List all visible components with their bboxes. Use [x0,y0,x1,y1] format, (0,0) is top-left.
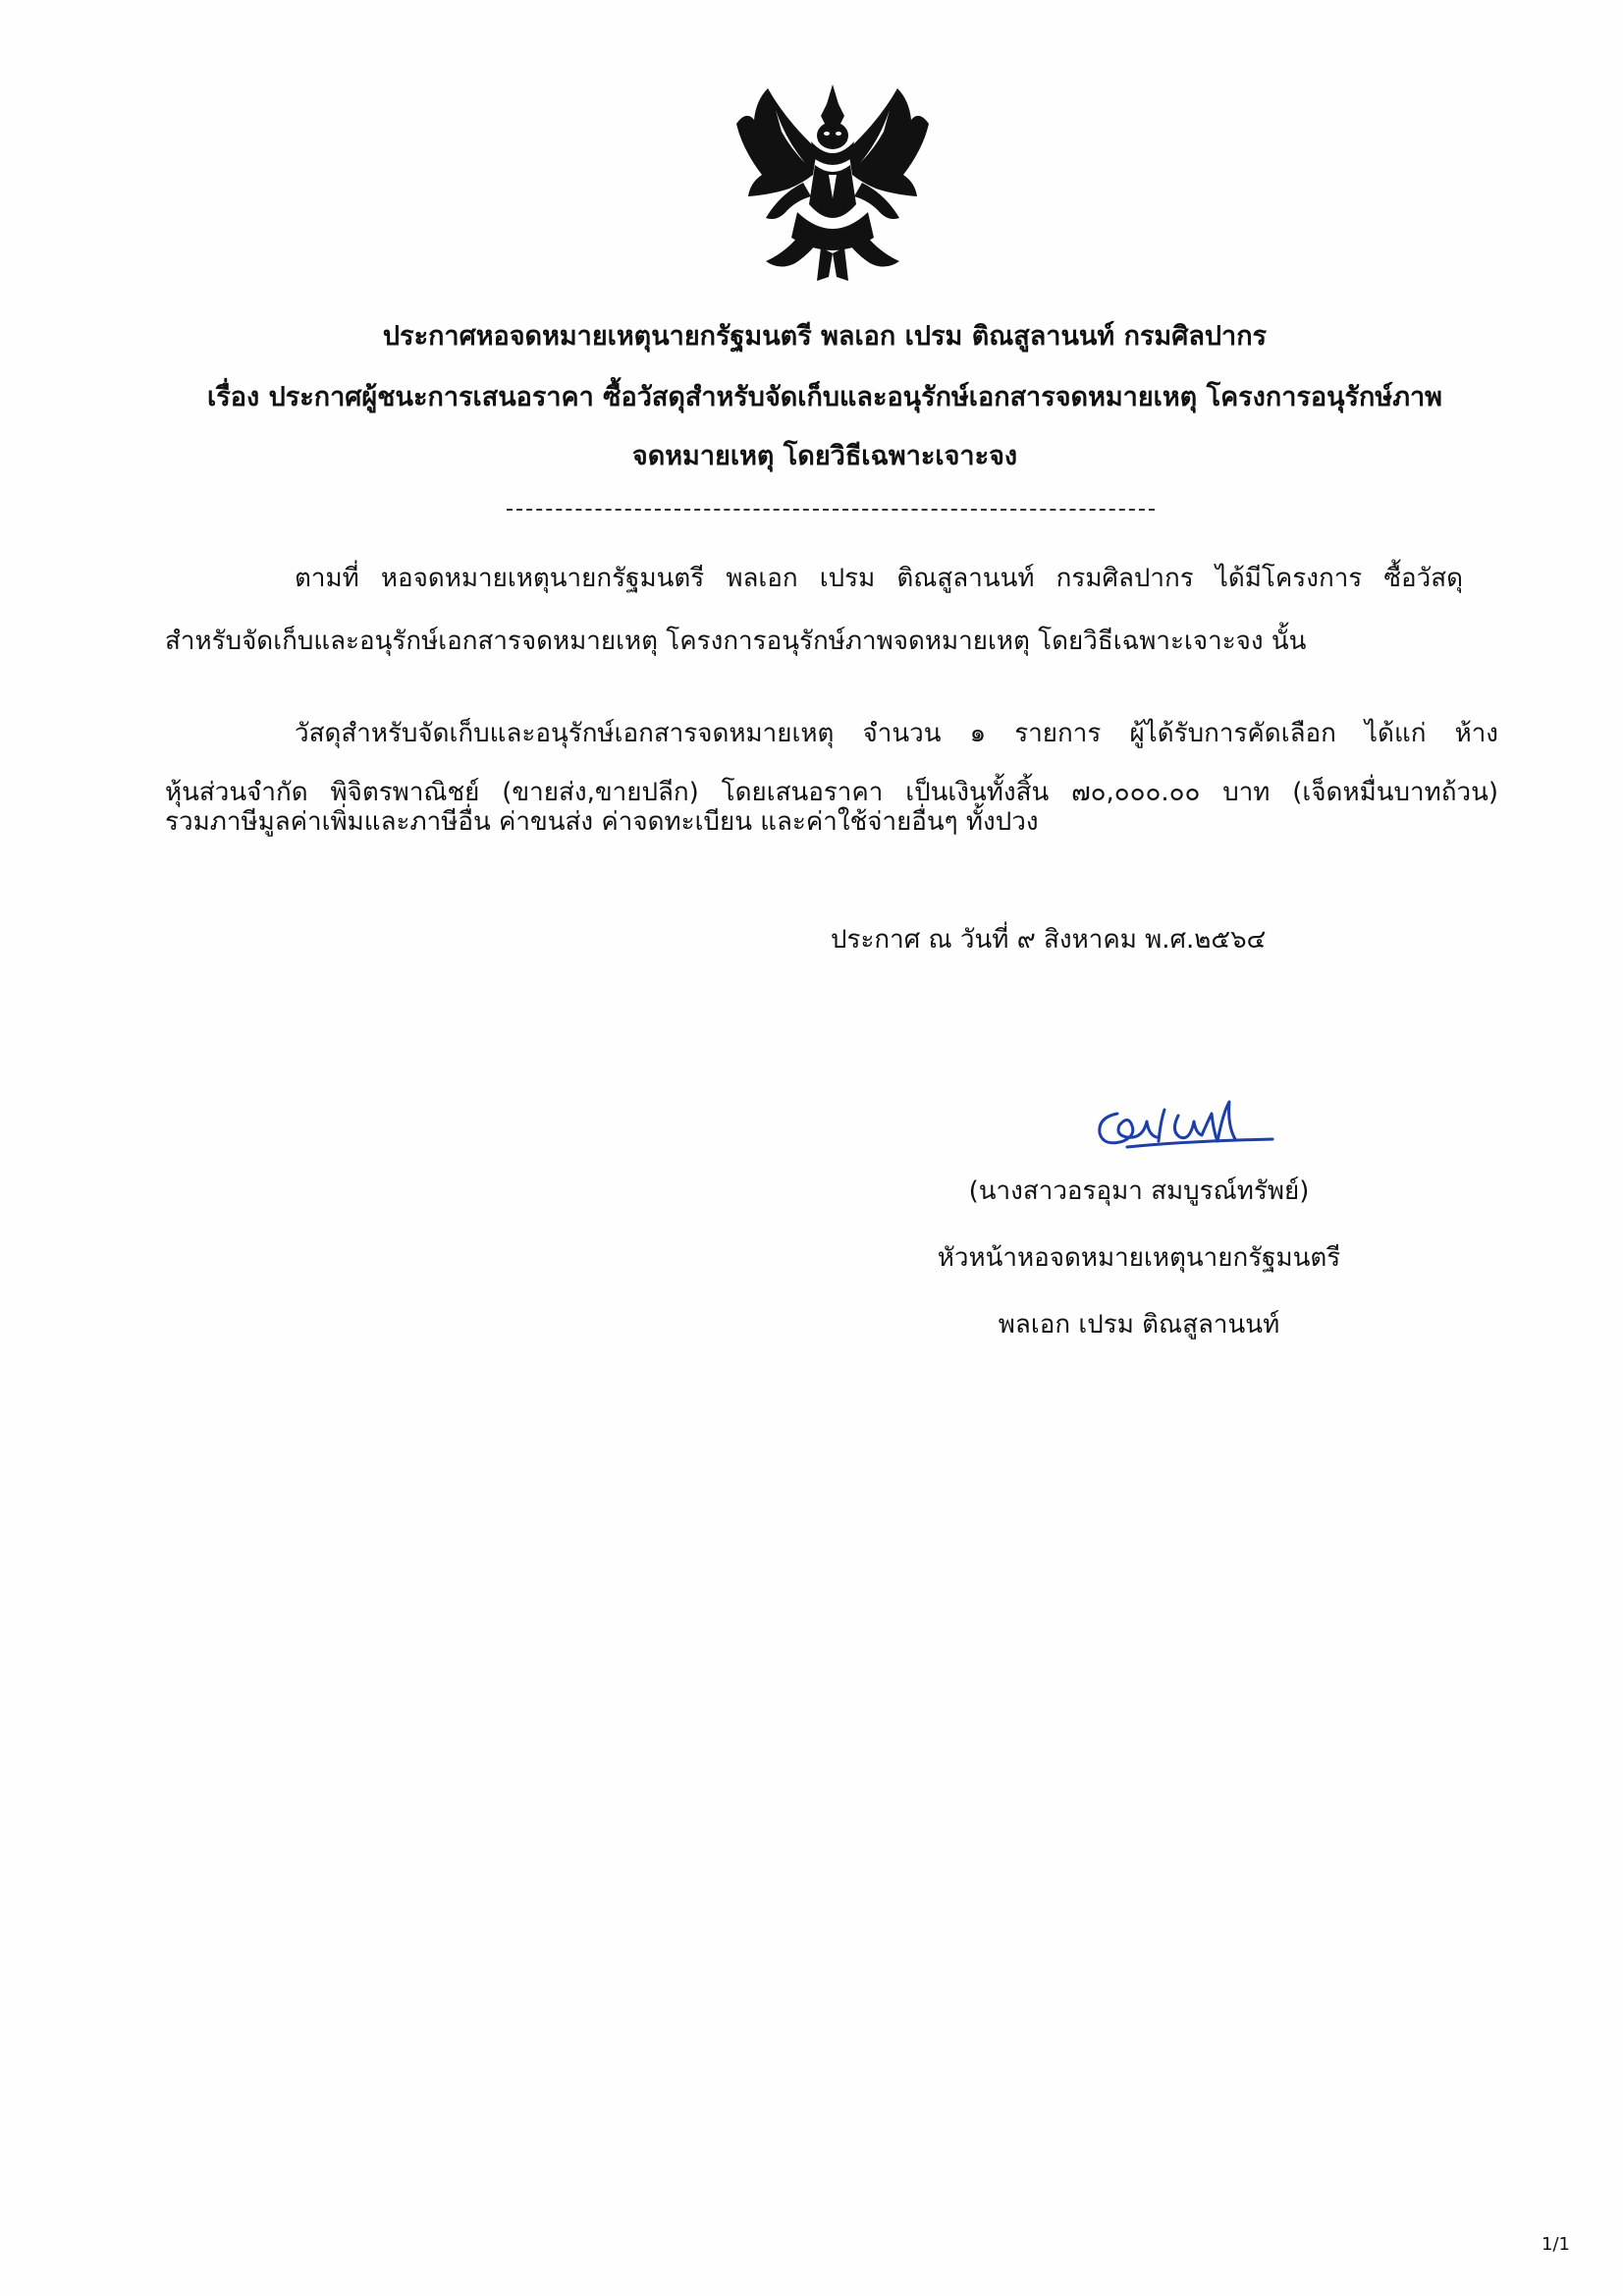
paragraph-2-line-2: หุ้นส่วนจำกัด พิจิตรพาณิชย์ (ขายส่ง,ขายปลีก) โดยเสนอราคา เป็นเงินทั้งสิ้น ๗๐,๐๐๐.๐๐ บาท (เจ็ดหมื่นบาทถ้วน) [165,778,1498,807]
garuda-emblem-icon [727,81,939,297]
paragraph-1-line-1: ตามที่ หอจดหมายเหตุนายกรัฐมนตรี พลเอก เปรม ติณสูลานนท์ กรมศิลปากร ได้มีโครงการ ซื้อวัสดุ [295,564,1463,593]
divider-rule [507,509,1155,511]
page-number: 1/1 [1542,2234,1570,2255]
heading-line-3: จดหมายเหตุ โดยวิธีเฉพาะเจาะจง [631,441,1018,471]
signer-title-line-2: พลเอก เปรม ติณสูลานนท์ [998,1310,1280,1339]
heading-line-2: เรื่อง ประกาศผู้ชนะการเสนอราคา ซื้อวัสดุสำหรับจัดเก็บและอนุรักษ์เอกสารจดหมายเหตุ โครงการอนุรักษ์ภาพ [207,382,1442,412]
heading-line-1: ประกาศหอจดหมายเหตุนายกรัฐมนตรี พลเอก เปรม ติณสูลานนท์ กรมศิลปากร [382,321,1268,352]
signature-image [1088,1092,1274,1161]
paragraph-2-line-1: วัสดุสำหรับจัดเก็บและอนุรักษ์เอกสารจดหมายเหตุ จำนวน ๑ รายการ ผู้ได้รับการคัดเลือก ได้แก่ ห้าง [295,719,1498,748]
paragraph-2-line-3: รวมภาษีมูลค่าเพิ่มและภาษีอื่น ค่าขนส่ง ค่าจดทะเบียน และค่าใช้จ่ายอื่นๆ ทั้งปวง [165,807,1039,837]
signer-title-line-1: หัวหน้าหอจดหมายเหตุนายกรัฐมนตรี [937,1243,1341,1273]
signer-name: (นางสาวอรอุมา สมบูรณ์ทรัพย์) [968,1176,1310,1206]
announce-date: ประกาศ ณ วันที่ ๙ สิงหาคม พ.ศ.๒๕๖๔ [831,925,1267,955]
paragraph-1-line-2: สำหรับจัดเก็บและอนุรักษ์เอกสารจดหมายเหตุ โครงการอนุรักษ์ภาพจดหมายเหตุ โดยวิธีเฉพาะเจาะจง นั้น [165,627,1307,656]
